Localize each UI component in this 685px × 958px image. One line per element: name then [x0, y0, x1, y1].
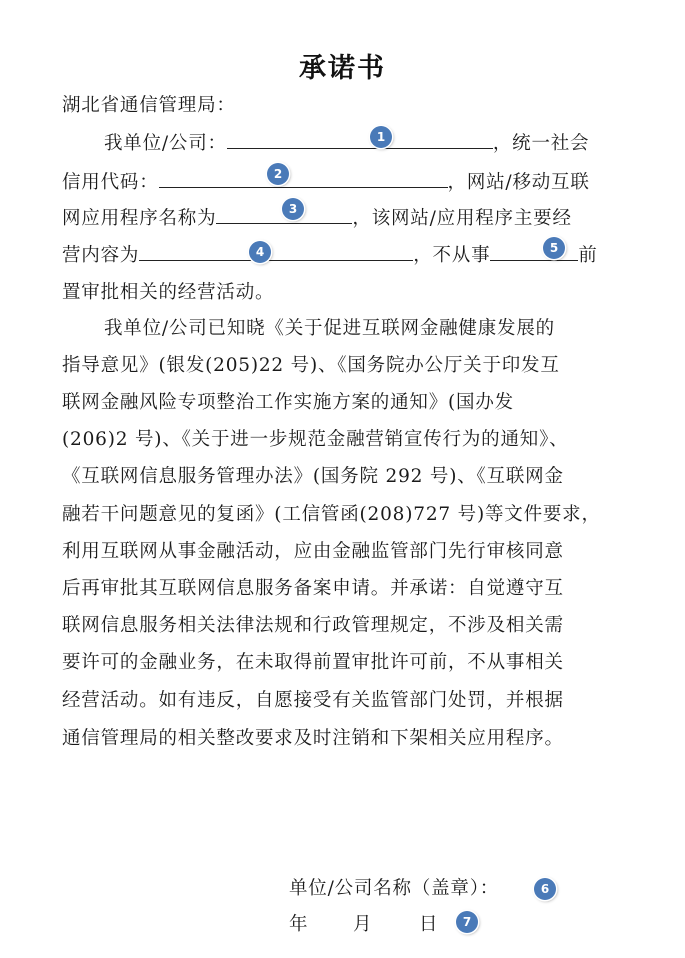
website-app-prefix: ，网站/移动互联	[447, 172, 590, 193]
app-name-label: 网应用程序名称为	[62, 208, 217, 229]
not-engaged-label: ，不从事	[413, 245, 491, 266]
annotation-badge-7[interactable]: 7	[456, 911, 478, 933]
para2-line: 融若干问题意见的复函》(工信管函(208)727 号)等文件要求，	[62, 504, 601, 525]
para2-line: 《互联网信息服务管理办法》(国务院 292 号)、《互联网金	[62, 466, 564, 487]
row-credit-code	[62, 169, 590, 195]
unit-name-blank[interactable]	[227, 130, 493, 149]
row-unit-name	[62, 130, 589, 156]
business-content-label: 营内容为	[62, 245, 140, 266]
para2-line: 联网信息服务相关法律法规和行政管理规定，不涉及相关需	[62, 615, 564, 636]
row-approval-activity: 置审批相关的经营活动。	[62, 282, 275, 303]
annotation-badge-5[interactable]: 5	[543, 237, 565, 259]
annotation-badge-6[interactable]: 6	[534, 878, 556, 900]
para2-line: (206)2 号)、《关于进一步规范金融营销宣传行为的通知》、	[62, 429, 569, 450]
credit-code-prefix: ，统一社会	[492, 133, 590, 154]
para2-line: 要许可的金融业务，在未取得前置审批许可前，不从事相关	[62, 652, 564, 673]
document-title: 承诺书	[299, 53, 386, 84]
signature-day: 日	[419, 914, 439, 935]
signature-month: 月	[353, 914, 373, 935]
para2-line: 联网金融风险专项整治工作实施方案的通知》(国办发	[62, 392, 514, 413]
addressee: 湖北省通信管理局：	[62, 95, 236, 116]
business-content-blank[interactable]	[139, 242, 413, 261]
pre-label: 前	[578, 245, 598, 266]
para2-line: 经营活动。如有违反，自愿接受有关监管部门处罚，并根据	[62, 690, 564, 711]
annotation-badge-3[interactable]: 3	[282, 198, 304, 220]
para2-line: 我单位/公司已知晓《关于促进互联网金融健康发展的	[104, 318, 555, 339]
para2-line: 后再审批其互联网信息服务备案申请。并承诺：自觉遵守互	[62, 578, 564, 599]
annotation-badge-1[interactable]: 1	[370, 126, 392, 148]
pre-approval-item-blank[interactable]	[490, 242, 578, 261]
app-name-suffix: ，该网站/应用程序主要经	[352, 208, 572, 229]
signature-company-label: 单位/公司名称（盖章）：	[289, 878, 500, 899]
row-business-content	[62, 242, 598, 268]
unit-label: 我单位/公司：	[104, 133, 227, 154]
annotation-badge-2[interactable]: 2	[267, 163, 289, 185]
credit-code-blank[interactable]	[159, 169, 448, 188]
credit-code-label: 信用代码：	[62, 172, 159, 193]
row-app-name	[62, 205, 572, 231]
para2-line: 通信管理局的相关整改要求及时注销和下架相关应用程序。	[62, 728, 564, 749]
signature-year: 年	[289, 914, 309, 935]
para2-line: 利用互联网从事金融活动，应由金融监管部门先行审核同意	[62, 541, 564, 562]
annotation-badge-4[interactable]: 4	[249, 241, 271, 263]
para2-line: 指导意见》(银发(205)22 号)、《国务院办公厅关于印发互	[62, 355, 560, 376]
